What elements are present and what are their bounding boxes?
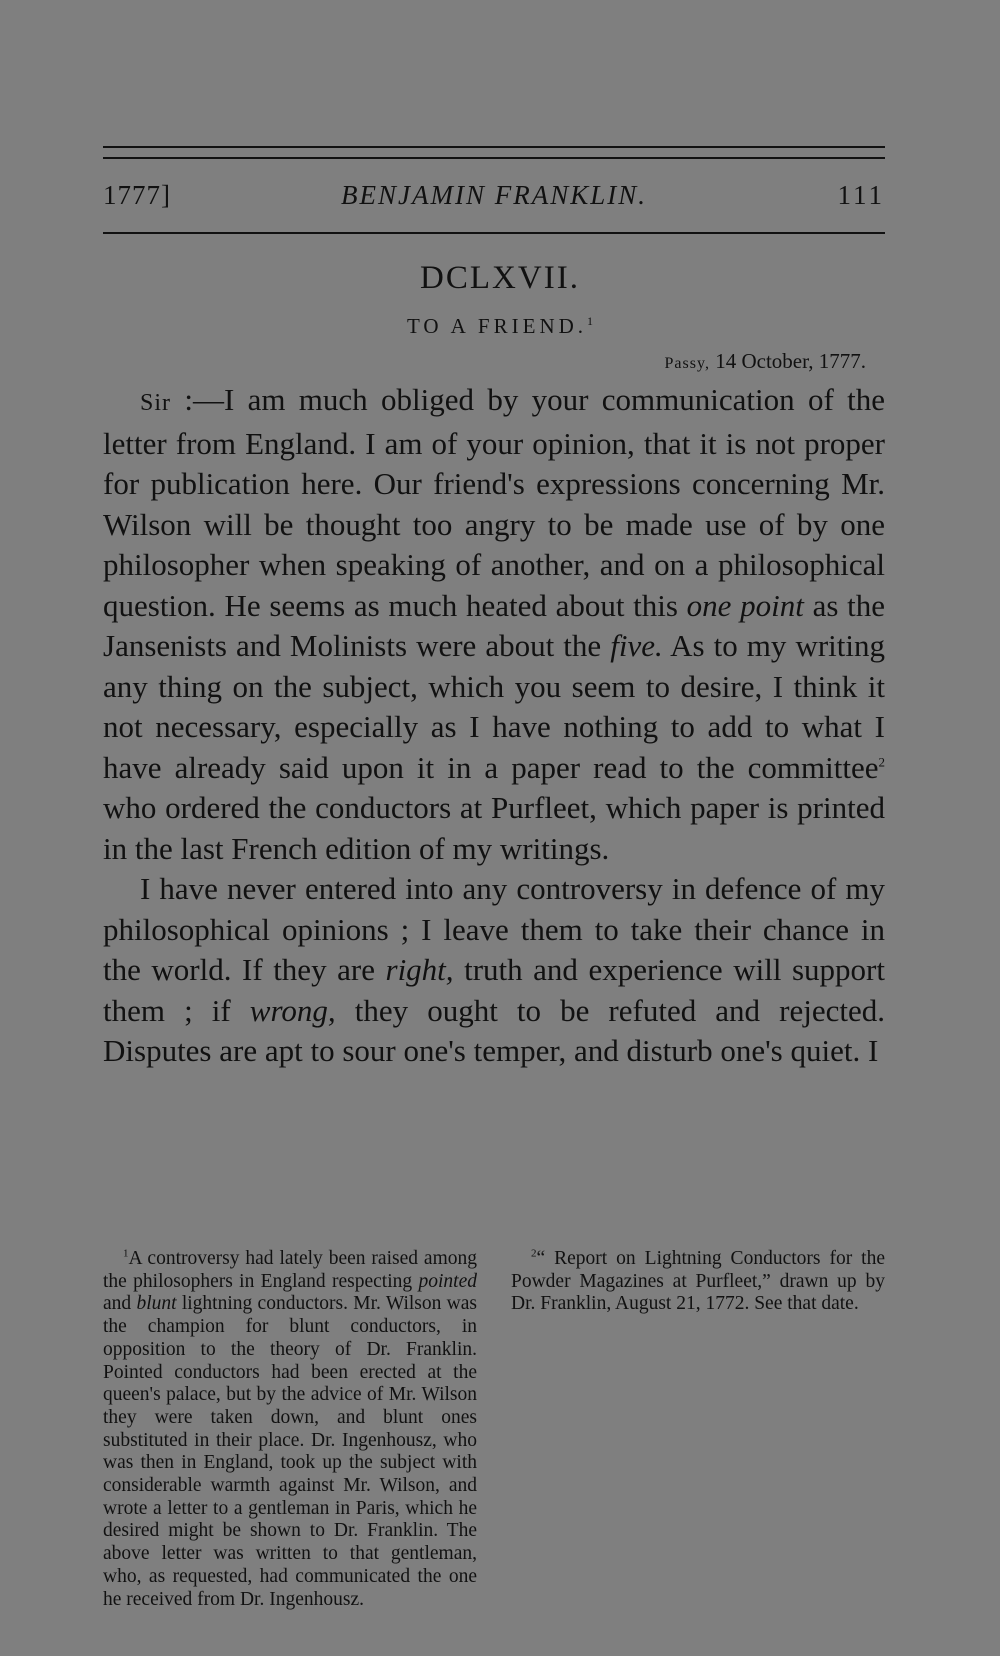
footnote-2 bbox=[511, 1248, 885, 1316]
footnote-1 bbox=[103, 1248, 477, 1611]
emphasis-right: right, bbox=[385, 952, 454, 987]
footnote-1-mark: 1 bbox=[123, 1247, 129, 1260]
emphasis-wrong: wrong, bbox=[249, 992, 336, 1028]
header-rule-bottom bbox=[103, 232, 885, 234]
footnote-1-text-b: and bbox=[103, 1293, 137, 1315]
header-rule-top bbox=[103, 146, 885, 148]
letter-number: DCLXVII. bbox=[420, 260, 580, 296]
running-head-title: BENJAMIN FRANKLIN. bbox=[341, 180, 647, 210]
footnote-column-right bbox=[511, 1248, 885, 1316]
footnote-ref-2: 2 bbox=[878, 754, 885, 770]
footnote-2-mark: 2 bbox=[531, 1247, 537, 1260]
paragraph-1-text-d: who ordered the conductors at Purfleet, which paper is printed in the last French edition of my writings. bbox=[103, 790, 885, 866]
paragraph-1-text-b: as the Jansenists and Molinists were about the bbox=[103, 587, 885, 663]
paragraph-2 bbox=[103, 869, 885, 1072]
paragraph-1-text-c: As to my writing any thing on the subject, which you seem to desire, I think it not necessary, especially as I have nothing to add to what I have already said upon it in a paper read to the committee bbox=[103, 628, 885, 785]
paragraph-2-text-a: I have never entered into any controversy in defence of my philosophical opinions ; I leave them to take their chance in the world. If they are bbox=[103, 871, 885, 987]
dateline-date: 14 October, 1777. bbox=[715, 349, 866, 373]
letter-addressee bbox=[0, 314, 1000, 339]
emphasis-five: five. bbox=[610, 628, 663, 663]
footnote-column-left bbox=[103, 1248, 477, 1611]
running-head bbox=[103, 180, 885, 216]
salutation: Sir bbox=[140, 390, 172, 416]
paragraph-1-text-a: :—I am much obliged by your communication of the letter from England. I am of your opinion, that it is not proper for publication here. Our friend's expressions concerning Mr. Wilson will be thought too angry to be made use of by one philosopher when speaking of another, and on a philosophical question. He seems as much heated about this bbox=[103, 382, 885, 623]
paragraph-2-text-c: they ought to be refuted and rejected. Disputes are apt to sour one's temper, and disturb one's quiet. I bbox=[103, 992, 885, 1068]
footnote-1-emphasis-pointed: pointed bbox=[418, 1270, 477, 1292]
paragraph-1 bbox=[103, 380, 885, 869]
page-number: 111 bbox=[837, 180, 885, 210]
footnote-1-text-a: A controversy had lately been raised among the philosophers in England respecting bbox=[103, 1248, 477, 1292]
paragraph-2-text-b: truth and experience will support them ; if bbox=[103, 952, 885, 1028]
header-rule-second bbox=[103, 157, 885, 159]
footnote-1-text-c: lightning conductors. Mr. Wilson was the champion for blunt conductors, in opposition to the theory of Dr. Franklin. Pointed conductors had been erected at the queen's palace, but by the advice of Mr. Wilson they were taken down, and blunt ones substituted in their place. Dr. Ingenhousz, who was then in England, took up the subject with considerable warmth against Mr. Wilson, and wrote a letter to a gentleman in Paris, which he desired might be shown to Dr. Franklin. The above letter was written to that gentleman, who, as requested, had communicated the one he received from Dr. Ingenhousz. bbox=[103, 1293, 478, 1610]
running-head-year: 1777] bbox=[103, 180, 171, 210]
addressee-text: TO A FRIEND. bbox=[406, 314, 588, 338]
dateline-place: Passy, bbox=[664, 355, 710, 372]
emphasis-one-point: one point bbox=[686, 587, 804, 623]
footnote-1-emphasis-blunt: blunt bbox=[136, 1293, 177, 1315]
footnote-ref-1: 1 bbox=[587, 314, 594, 328]
dateline bbox=[665, 349, 866, 374]
letter-body bbox=[103, 380, 885, 1072]
footnote-2-text: “ Report on Lightning Conductors for the Powder Magazines at Purfleet,” drawn up by Dr. Franklin, August 21, 1772. See that date. bbox=[511, 1248, 885, 1315]
